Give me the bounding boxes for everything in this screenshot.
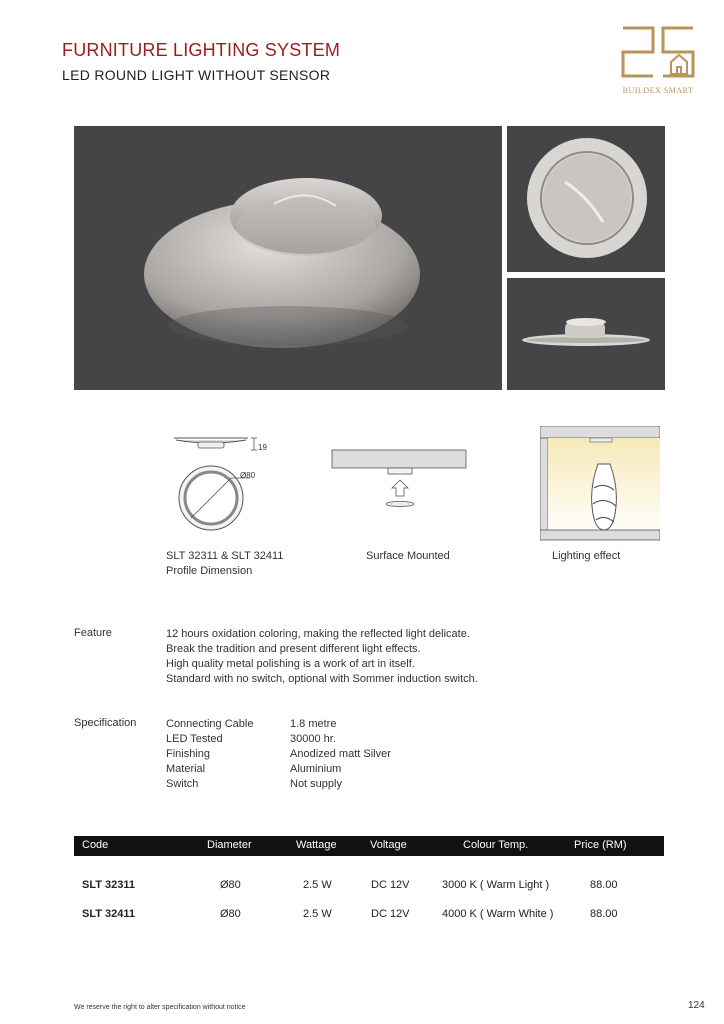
product-photo-top (507, 126, 665, 272)
cell-voltage: DC 12V (371, 879, 410, 891)
footer-note: We reserve the right to alter specification without notice (74, 1004, 246, 1011)
col-price: Price (RM) (574, 839, 627, 851)
feature-line: 12 hours oxidation coloring, making the reflected light delicate. (166, 628, 470, 640)
lighting-effect-diagram (540, 426, 660, 544)
profile-diameter-label: Ø80 (240, 471, 256, 480)
cell-price: 88.00 (590, 908, 618, 920)
cell-diameter: Ø80 (220, 879, 241, 891)
profile-caption-line2: Profile Dimension (166, 565, 253, 577)
spec-values (290, 717, 391, 792)
cell-code: SLT 32411 (82, 908, 135, 920)
product-photo-main (74, 126, 502, 390)
spec-name: Material (166, 763, 206, 775)
surface-mounted-diagram (330, 448, 470, 518)
page-title: FURNITURE LIGHTING SYSTEM (62, 40, 341, 60)
spec-names (166, 717, 253, 792)
lighting-effect-caption: Lighting effect (552, 550, 621, 562)
feature-line: Standard with no switch, optional with Sommer induction switch. (166, 673, 478, 685)
specification-label: Specification (74, 717, 137, 729)
cell-code: SLT 32311 (82, 879, 135, 891)
col-wattage: Wattage (296, 839, 337, 851)
col-diameter: Diameter (207, 839, 252, 851)
spec-name: Switch (166, 778, 199, 790)
cell-wattage: 2.5 W (303, 908, 332, 920)
table-row (74, 879, 664, 895)
spec-name: Finishing (166, 748, 211, 760)
profile-caption (166, 549, 283, 579)
feature-list (166, 627, 478, 687)
product-photo-side (507, 278, 665, 390)
spec-value: Anodized matt Silver (290, 748, 391, 760)
spec-value: Not supply (290, 778, 342, 790)
spec-name: Connecting Cable (166, 718, 254, 730)
cell-diameter: Ø80 (220, 908, 241, 920)
page-number: 124 (688, 1000, 705, 1011)
profile-caption-line1: SLT 32311 & SLT 32411 (166, 550, 284, 562)
surface-mounted-caption: Surface Mounted (366, 550, 450, 562)
page-subtitle: LED ROUND LIGHT WITHOUT SENSOR (62, 67, 331, 83)
spec-value: Aluminium (290, 763, 342, 775)
profile-height-label: 19 (258, 443, 267, 452)
cell-voltage: DC 12V (371, 908, 410, 920)
cell-colour-temp: 4000 K ( Warm White ) (442, 908, 554, 920)
col-voltage: Voltage (370, 839, 407, 851)
spec-name: LED Tested (166, 733, 223, 745)
spec-value: 30000 hr. (290, 733, 336, 745)
brand-logo (617, 22, 699, 100)
cell-price: 88.00 (590, 879, 618, 891)
spec-value: 1.8 metre (290, 718, 337, 730)
col-code: Code (82, 839, 109, 851)
buildex-logo-icon (617, 22, 699, 86)
cell-wattage: 2.5 W (303, 879, 332, 891)
price-table-header (74, 836, 664, 856)
brand-name: BUILDEX SMART (622, 86, 694, 95)
feature-line: Break the tradition and present different light effects. (166, 643, 421, 655)
cell-colour-temp: 3000 K ( Warm Light ) (442, 879, 550, 891)
table-row (74, 908, 664, 924)
col-colour-temp: Colour Temp. (463, 839, 529, 851)
feature-label: Feature (74, 627, 112, 639)
feature-line: High quality metal polishing is a work of art in itself. (166, 658, 415, 670)
